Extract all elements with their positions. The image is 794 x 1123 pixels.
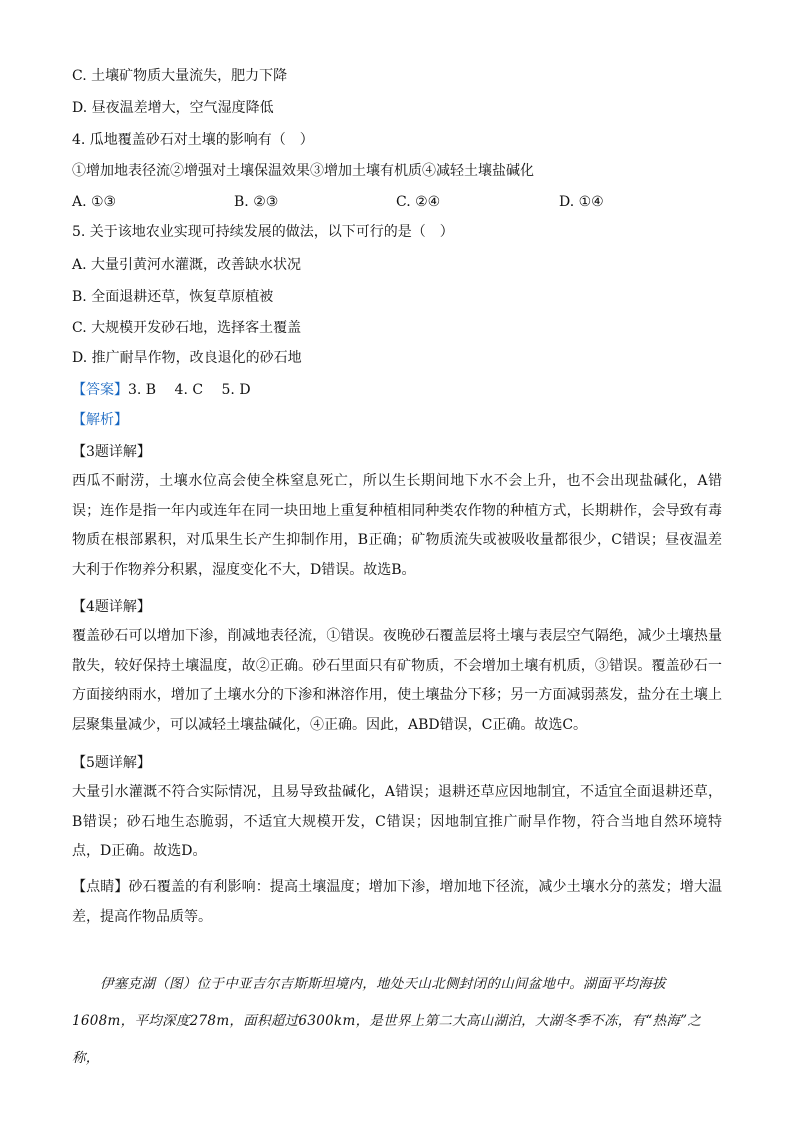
q5-option-c: C. 大规模开发砂石地，选择客土覆盖 [72, 320, 302, 336]
detail-4-label: 【4题详解】 [72, 599, 151, 615]
detail-4-text: 覆盖砂石可以增加下渗，削减地表径流，①错误。夜晚砂石覆盖层将土壤与表层空气隔绝，减少土壤热量散失，较好保持土壤温度，故②正确。砂石里面只有矿物质，不会增加土壤有机质，③错误。覆盖砂石一方面接纳雨水，增加了土壤水分的下渗和淋溶作用，使土壤盐分下移；另一方面减弱蒸发，盐分在土壤上层聚集量减少，可以减轻土壤盐碱化，④正确。因此，ABD错误，C正确。故选C。 [72, 628, 722, 733]
question-4-items: ①增加地表径流②增强对土壤保温效果③增加土壤有机质④减轻土壤盐碱化 [72, 163, 534, 179]
answer-line [72, 381, 251, 399]
detail-5-label: 【5题详解】 [72, 755, 151, 771]
point-label: 【点睛】 [72, 879, 129, 895]
answer-text: 3. B 4. C 5. D [128, 382, 251, 398]
q5-option-d: D. 推广耐旱作物，改良退化的砂石地 [72, 350, 302, 366]
point-paragraph [72, 873, 722, 932]
q5-option-b: B. 全面退耕还草，恢复草原植被 [72, 289, 274, 305]
detail-3-label: 【3题详解】 [72, 444, 151, 460]
q3-option-c: C. 土壤矿物质大量流失，肥力下降 [72, 68, 288, 84]
next-question-intro: 伊塞克湖（图）位于中亚吉尔吉斯斯坦境内，地处天山北侧封闭的山间盆地中。湖面平均海拔1608m，平均深度278m，面积超过6300km，是世界上第二大高山湖泊，大湖冬季不冻，有“热海”之称， [72, 976, 702, 1066]
question-4-options [72, 193, 722, 211]
detail-3-text: 西瓜不耐涝，土壤水位高会使全株窒息死亡，所以生长期间地下水不会上升，也不会出现盐碱化，A错误；连作是指一年内或连年在同一块田地上重复种植相同种类农作物的种植方式，长期耕作，会导致有毒物质在根部累积，对瓜果生长产生抑制作用，B正确；矿物质流失或被吸收量都很少，C错误；昼夜温差大利于作物养分积累，湿度变化不大，D错误。故选B。 [72, 473, 722, 578]
detail-5-text: 大量引水灌溉不符合实际情况，且易导致盐碱化，A错误；退耕还草应因地制宜，不适宜全面退耕还草，B错误；砂石地生态脆弱，不适宜大规模开发，C错误；因地制宜推广耐旱作物，符合当地自然环境特点，D正确。故选D。 [72, 784, 722, 859]
q4-option-d: D. ①④ [559, 194, 604, 210]
q4-option-c: C. ②④ [396, 194, 441, 210]
q4-option-b: B. ②③ [234, 194, 279, 210]
q5-option-a: A. 大量引黄河水灌溉，改善缺水状况 [72, 257, 302, 273]
question-5-stem: 5. 关于该地农业实现可持续发展的做法，以下可行的是（ ） [72, 224, 454, 240]
answer-label: 【答案】 [72, 382, 128, 398]
q4-option-a: A. ①③ [72, 194, 117, 210]
q3-option-d: D. 昼夜温差增大，空气湿度降低 [72, 100, 274, 116]
point-text: 砂石覆盖的有利影响：提高土壤温度；增加下渗，增加地下径流，减少土壤水分的蒸发；增大温差，提高作物品质等。 [72, 879, 723, 925]
analysis-label: 【解析】 [72, 412, 128, 428]
question-4-stem: 4. 瓜地覆盖砂石对土壤的影响有（ ） [72, 132, 314, 148]
